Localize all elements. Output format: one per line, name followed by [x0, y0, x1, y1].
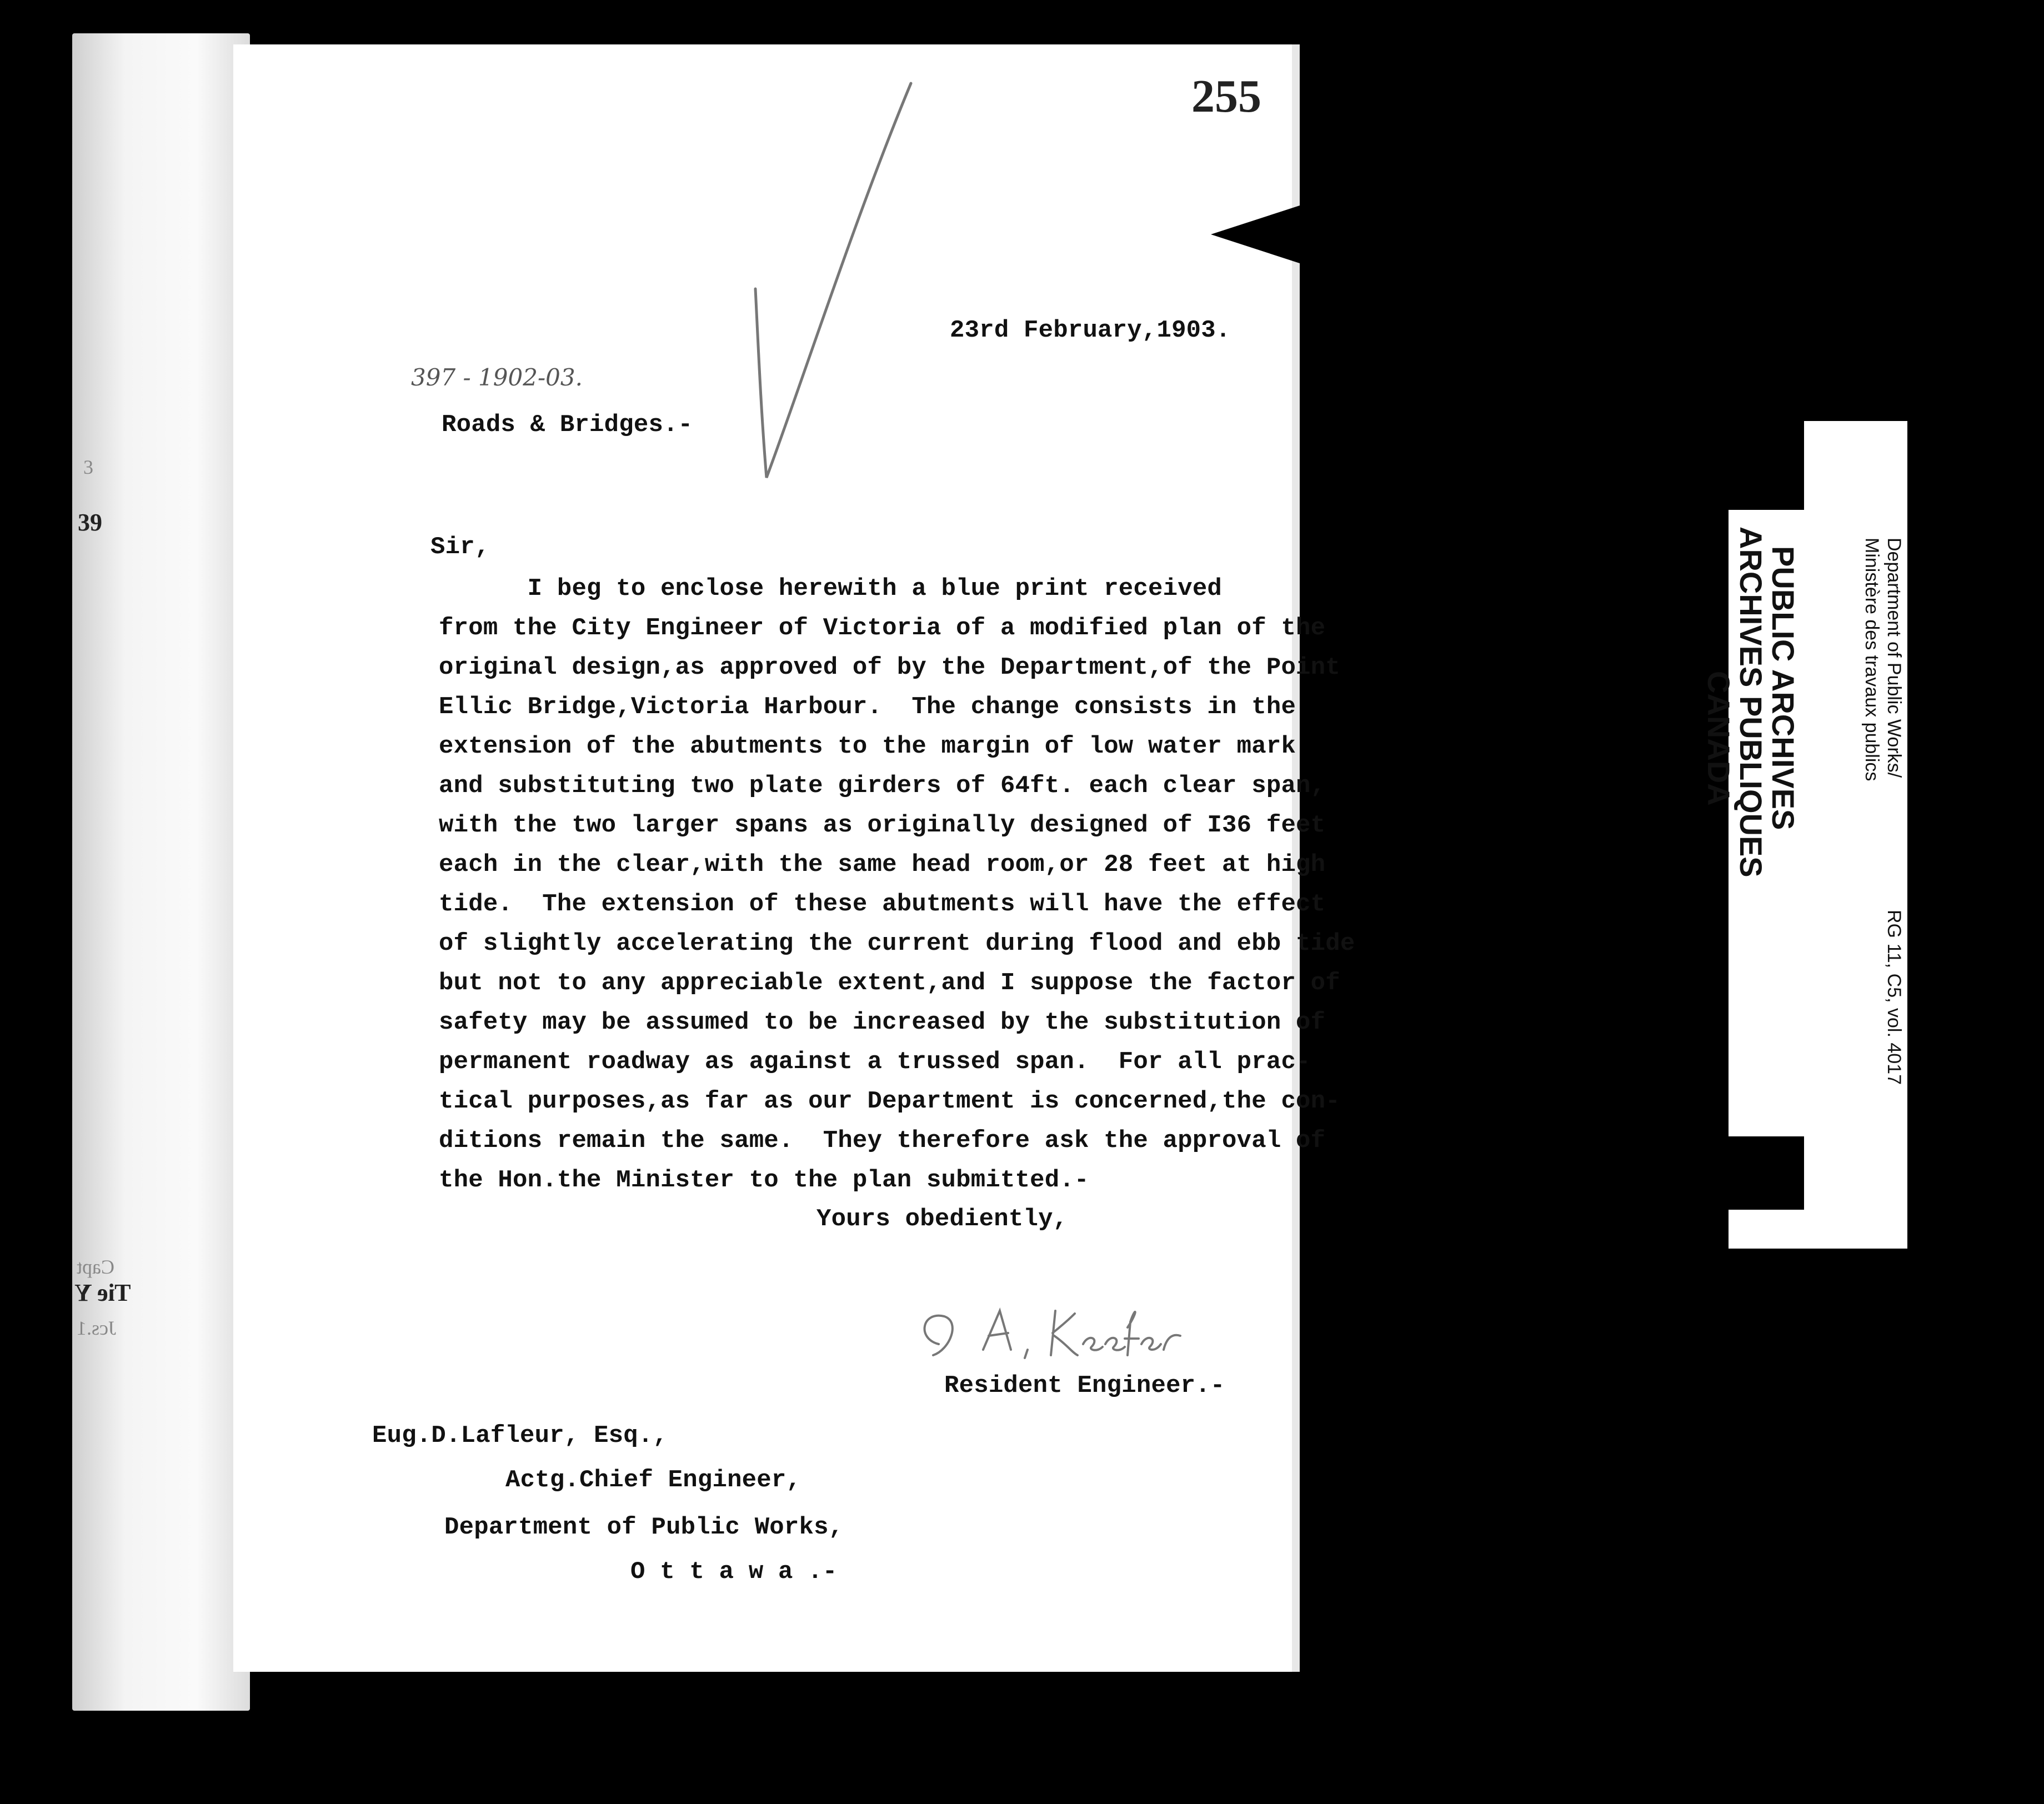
body-line: Ellic Bridge,Victoria Harbour. The change consists in the [439, 693, 1296, 721]
body-line: of slightly accelerating the current during flood and ebb tide [439, 930, 1355, 958]
label-black-block [1729, 421, 1804, 510]
archive-reference: RG 11, C5, vol. 4017 [1883, 910, 1905, 1085]
body-line: safety may be assumed to be increased by the substitution of [439, 1009, 1326, 1036]
letter-page [233, 44, 1355, 1672]
body-line: the Hon.the Minister to the plan submitted.- [439, 1166, 1089, 1194]
page-number: 255 [1191, 71, 1261, 122]
department-line: Roads & Bridges.- [442, 411, 693, 439]
checkmark-icon [689, 78, 922, 500]
body-line: but not to any appreciable extent,and I suppose the factor of [439, 969, 1340, 997]
signature [905, 1277, 1216, 1372]
body-line: tical purposes,as far as our Department is concerned,the con- [439, 1088, 1340, 1115]
archive-title-fr: ARCHIVES PUBLIQUES [1734, 527, 1769, 878]
back-page-fragment: 3 [83, 456, 93, 478]
body-line: I beg to enclose herewith a blue print received [439, 575, 1223, 603]
body-line: extension of the abutments to the margin of low water mark [439, 733, 1296, 760]
handwritten-reference: 397 - 1902-03. [411, 364, 583, 391]
addressee-name: Eug.D.Lafleur, Esq., [372, 1422, 668, 1450]
label-black-block [1729, 1136, 1804, 1210]
body-line: tide. The extension of these abutments will have the effect [439, 890, 1326, 918]
body-line: ditions remain the same. They therefore ask the approval of [439, 1127, 1326, 1155]
back-page-fragment: Tie Y [74, 1279, 131, 1306]
body-line: and substituting two plate girders of 64ft. each clear span, [439, 772, 1326, 800]
background-page [72, 33, 250, 1711]
archive-label [1701, 421, 1907, 1249]
body-line: from the City Engineer of Victoria of a modified plan of the [439, 614, 1326, 642]
body-line: original design,as approved of by the Department,of the Point [439, 654, 1340, 681]
back-page-fragment: 39 [78, 509, 102, 536]
archive-country: CANADA [1701, 671, 1736, 806]
addressee-department: Department of Public Works, [444, 1514, 844, 1541]
archive-dept-en: Department of Public Works/ [1883, 538, 1905, 778]
addressee-title: Actg.Chief Engineer, [505, 1466, 801, 1494]
back-page-fragment: Capt [77, 1256, 114, 1278]
signer-title: Resident Engineer.- [944, 1372, 1225, 1400]
archive-dept-fr: Ministère des travaux publics [1861, 538, 1882, 781]
addressee-city: O t t a w a .- [630, 1558, 838, 1586]
salutation: Sir, [430, 533, 490, 561]
letter-date: 23rd February,1903. [950, 317, 1231, 344]
tab-marker [1211, 206, 1300, 263]
body-line: each in the clear,with the same head room,or 28 feet at high [439, 851, 1326, 879]
closing: Yours obediently, [816, 1205, 1068, 1233]
archive-title-en: PUBLIC ARCHIVES [1766, 546, 1801, 830]
back-page-fragment: Jcs.1 [77, 1317, 116, 1339]
body-line: with the two larger spans as originally designed of I36 feet [439, 811, 1326, 839]
body-line: permanent roadway as against a trussed span. For all prac- [439, 1048, 1311, 1076]
